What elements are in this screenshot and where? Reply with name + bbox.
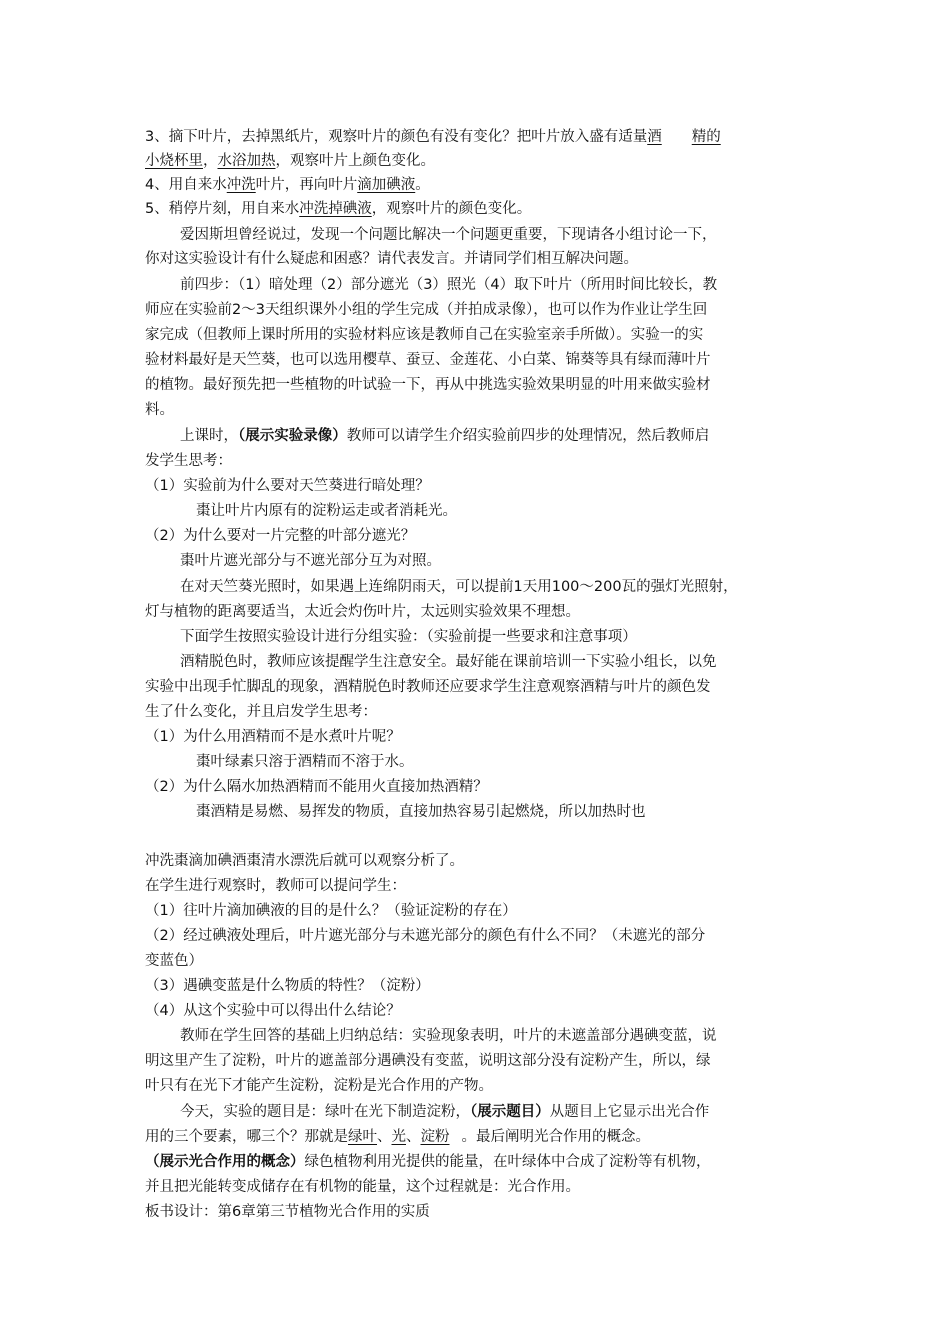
paragraph-line: 灯与植物的距离要适当，太近会灼伤叶片，太远则实验效果不理想。 (145, 604, 580, 620)
step-5-line (145, 198, 531, 220)
paragraph-line: 冲洗棗滴加碘酒棗清水漂洗后就可以观察分析了。 (145, 853, 464, 869)
text: ，观察叶片上颜色变化。 (275, 153, 435, 169)
paragraph-line: 前四步：（1）暗处理（2）部分遮光（3）照光（4）取下叶片（所用时间比较长，教 (180, 277, 718, 293)
step-3-line-2 (145, 150, 435, 172)
underlined-term: 光 (391, 1129, 406, 1145)
answer: 棗酒精是易燃、易挥发的物质，直接加热容易引起燃烧，所以加热时也 (196, 804, 646, 820)
text: 4、用自来水 (145, 177, 227, 193)
underlined-term: 水浴加热 (217, 153, 276, 169)
text: 下叶片，去掉黑纸片，观察叶片的颜色有没有变化？把叶片放入盛有适量 (183, 129, 648, 145)
underlined-term: 滴加碘液 (357, 177, 416, 193)
paragraph-line: 并且把光能转变成储存在有机物的能量，这个过程就是：光合作用。 (145, 1179, 580, 1195)
bold-text: （展示光合作用的概念） (145, 1154, 305, 1170)
paragraph-line: 酒精脱色时，教师应该提醒学生注意安全。最好能在课前培训一下实验小组长，以免 (180, 654, 717, 670)
paragraph-line (180, 425, 709, 447)
paragraph-line: 教师在学生回答的基础上归纳总结：实验现象表明，叶片的未遮盖部分遇碘变蓝，说 (180, 1028, 717, 1044)
paragraph-line: 在对天竺葵光照时，如果遇上连绵阴雨天，可以提前1天用100～200瓦的强灯光照射， (180, 579, 738, 595)
question: （2）为什么隔水加热酒精而不能用火直接加热酒精？ (145, 779, 488, 795)
text: 叶片，再向叶片 (255, 177, 358, 193)
paragraph-line (180, 1101, 709, 1123)
text: ， (203, 153, 218, 169)
text: 3、摘 (145, 129, 184, 145)
question: （1）实验前为什么要对天竺葵进行暗处理？ (145, 478, 430, 494)
paragraph-line: 在学生进行观察时，教师可以提问学生： (145, 878, 406, 894)
paragraph-line: 实验中出现手忙脚乱的现象，酒精脱色时教师还应要求学生注意观察酒精与叶片的颜色发 (145, 679, 711, 695)
paragraph-line (145, 1151, 711, 1173)
underlined-term: 精的 (691, 129, 721, 145)
paragraph-line: 料。 (145, 402, 174, 418)
step-4-line (145, 174, 430, 196)
paragraph-line: 明这里产生了淀粉，叶片的遮盖部分遇碘没有变蓝，说明这部分没有淀粉产生，所以，绿 (145, 1053, 711, 1069)
answer: 棗叶片遮光部分与不遮光部分互为对照。 (180, 553, 441, 569)
underlined-term: 小烧杯里 (145, 153, 203, 169)
paragraph-line: 叶只有在光下才能产生淀粉，淀粉是光合作用的产物。 (145, 1078, 493, 1094)
paragraph-line: 的植物。最好预先把一些植物的叶试验一下，再从中挑选实验效果明显的叶用来做实验材 (145, 377, 711, 393)
answer: 棗叶绿素只溶于酒精而不溶于水。 (196, 754, 414, 770)
question: （4）从这个实验中可以得出什么结论？ (145, 1003, 401, 1019)
question: （2）为什么要对一片完整的叶部分遮光？ (145, 528, 416, 544)
text: 。最后阐明光合作用的概念。 (461, 1129, 650, 1145)
paragraph-line: 爱因斯坦曾经说过，发现一个问题比解决一个问题更重要，下现请各小组讨论一下， (180, 227, 717, 243)
underlined-term: 淀粉 (420, 1129, 450, 1145)
step-3-line-1 (145, 126, 721, 148)
paragraph-line: 师应在实验前2～3天组织课外小组的学生完成（并拍成录像），也可以作为作业让学生回 (145, 302, 708, 318)
question: （1）为什么用酒精而不是水煮叶片呢？ (145, 729, 401, 745)
underlined-term: 绿叶 (348, 1129, 377, 1145)
paragraph-line: 生了什么变化，并且启发学生思考： (145, 704, 377, 720)
text: 教师可以请学生介绍实验前四步的处理情况，然后教师启 (346, 428, 710, 444)
text: 、 (377, 1129, 392, 1145)
paragraph-line: 你对这实验设计有什么疑虑和困惑？请代表发言。并请同学们相互解决问题。 (145, 251, 638, 267)
text: 、 (406, 1129, 421, 1145)
paragraph-line: 家完成（但教师上课时所用的实验材料应该是教师自己在实验室亲手所做）。实验一的实 (145, 327, 704, 343)
underlined-term: 冲洗掉碘液 (299, 201, 372, 217)
question: （2）经过碘液处理后，叶片遮光部分与未遮光部分的颜色有什么不同？（未遮光的部分 (145, 928, 706, 944)
text: 5、稍停片刻，用自来水 (145, 201, 300, 217)
text: 从题目上它显示出光合作 (549, 1104, 710, 1120)
underlined-term: 酒 (647, 129, 662, 145)
paragraph-line (145, 1126, 650, 1148)
answer: 棗让叶片内原有的淀粉运走或者消耗光。 (196, 503, 457, 519)
text: 用的三个要素，哪三个？那就是 (145, 1129, 348, 1145)
underlined-term: 冲洗 (226, 177, 256, 193)
text: 。 (415, 177, 430, 193)
bold-text: （展示题目） (470, 1104, 550, 1120)
paragraph-line: 发学生思考： (145, 453, 232, 469)
text: 今天，实验的题目是：绿叶在光下制造淀粉， (180, 1104, 470, 1120)
text: ，观察叶片的颜色变化。 (371, 201, 532, 217)
paragraph-line: 验材料最好是天竺葵，也可以选用樱草、蚕豆、金莲花、小白菜、锦葵等具有绿而薄叶片 (145, 352, 711, 368)
question: （1）往叶片滴加碘液的目的是什么？（验证淀粉的存在） (145, 903, 517, 919)
text: 上课时， (180, 428, 238, 444)
question: 变蓝色） (145, 953, 203, 969)
text: 绿色植物利用光提供的能量，在叶绿体中合成了淀粉等有机物， (304, 1154, 711, 1170)
bold-text: （展示实验录像） (238, 428, 347, 444)
paragraph-line: 下面学生按照实验设计进行分组实验：（实验前提一些要求和注意事项） (180, 629, 637, 645)
board-design: 板书设计：第6章第三节植物光合作用的实质 (145, 1204, 430, 1220)
question: （3）遇碘变蓝是什么物质的特性？（淀粉） (145, 978, 430, 994)
